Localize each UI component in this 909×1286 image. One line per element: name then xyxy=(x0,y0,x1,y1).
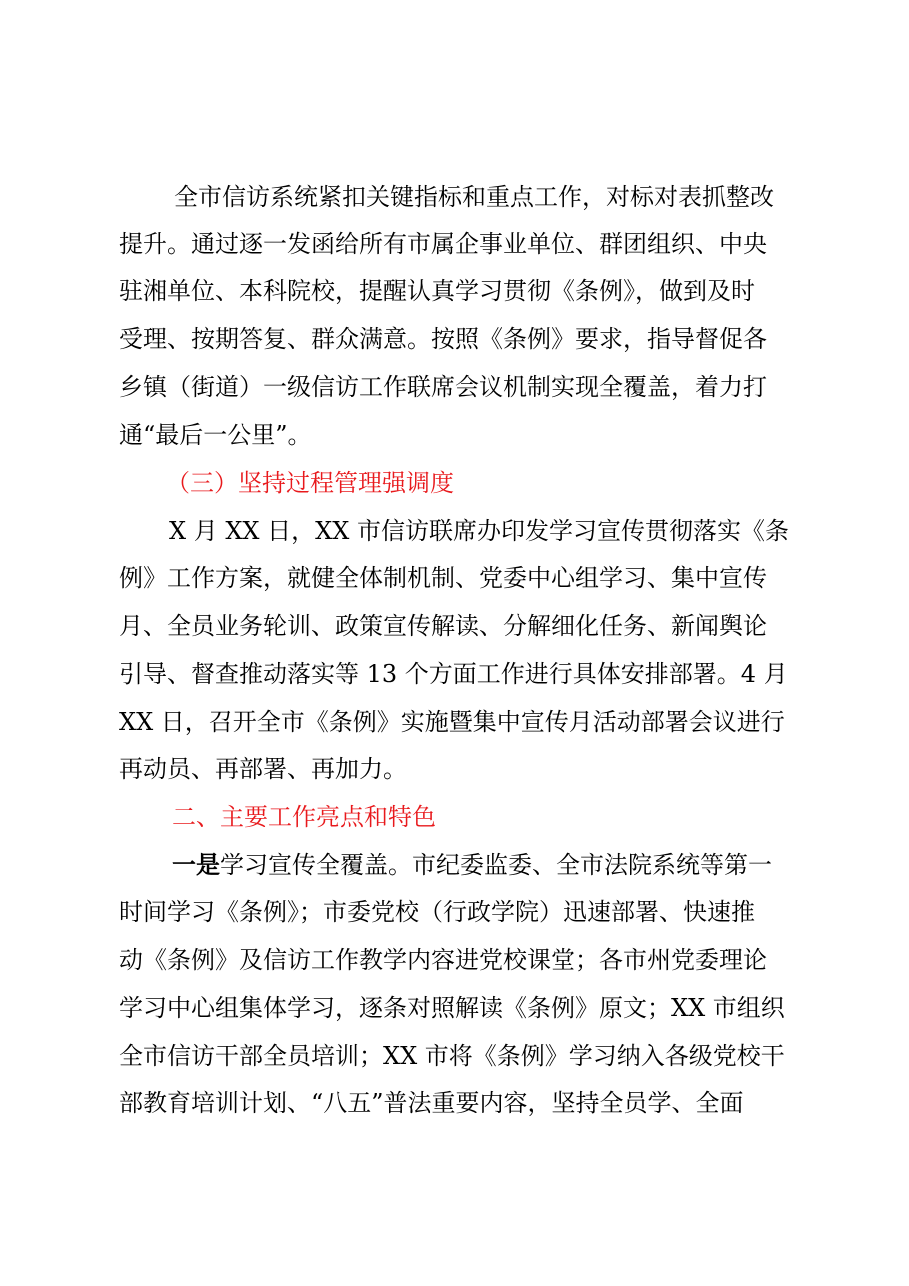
paragraph-3-lead: 一是 xyxy=(172,850,220,879)
paragraph-2-line-5: XX 日，召开全市《条例》实施暨集中宣传月活动部署会议进行 xyxy=(119,708,785,736)
paragraph-1-line-1: 全市信访系统紧扣关键指标和重点工作，对标对表抓整改 xyxy=(174,183,774,211)
paragraph-1-line-6: 通“最后一公里”。 xyxy=(119,421,312,449)
paragraph-3-line-3: 动《条例》及信访工作教学内容进党校课堂；各市州党委理论 xyxy=(119,946,767,974)
subsection-heading: （三）坚持过程管理强调度 xyxy=(166,469,454,497)
paragraph-3-line-2: 时间学习《条例》；市委党校（行政学院）迅速部署、快速推 xyxy=(119,898,755,926)
paragraph-3-line-4: 学习中心组集体学习，逐条对照解读《条例》原文；XX 市组织 xyxy=(119,994,785,1022)
paragraph-1-line-3: 驻湘单位、本科院校，提醒认真学习贯彻《条例》，做到及时 xyxy=(119,277,755,305)
paragraph-3-line-1 xyxy=(172,850,772,880)
paragraph-2-line-2: 例》工作方案，就健全体制机制、党委中心组学习、集中宣传 xyxy=(119,564,767,592)
paragraph-2-line-1: X 月 XX 日，XX 市信访联席办印发学习宣传贯彻落实《条 xyxy=(169,517,789,545)
paragraph-1-line-2: 提升。通过逐一发函给所有市属企事业单位、群团组织、中央 xyxy=(119,230,767,258)
paragraph-3-first-line-rest: 学习宣传全覆盖。市纪委监委、全市法院系统等第一 xyxy=(220,851,772,879)
paragraph-2-line-6: 再动员、再部署、再加力。 xyxy=(119,755,407,783)
paragraph-1-line-4: 受理、按期答复、群众满意。按照《条例》要求，指导督促各 xyxy=(119,325,767,353)
paragraph-3-line-6: 部教育培训计划、“八五”普法重要内容，坚持全员学、全面 xyxy=(119,1089,744,1117)
paragraph-3-line-5: 全市信访干部全员培训；XX 市将《条例》学习纳入各级党校干 xyxy=(119,1042,785,1070)
paragraph-2-line-4: 引导、督查推动落实等 13 个方面工作进行具体安排部署。4 月 xyxy=(119,660,788,688)
section-heading: 二、主要工作亮点和特色 xyxy=(172,803,436,831)
paragraph-1-line-5: 乡镇（街道）一级信访工作联席会议机制实现全覆盖，着力打 xyxy=(119,373,767,401)
paragraph-2-line-3: 月、全员业务轮训、政策宣传解读、分解细化任务、新闻舆论 xyxy=(119,612,767,640)
